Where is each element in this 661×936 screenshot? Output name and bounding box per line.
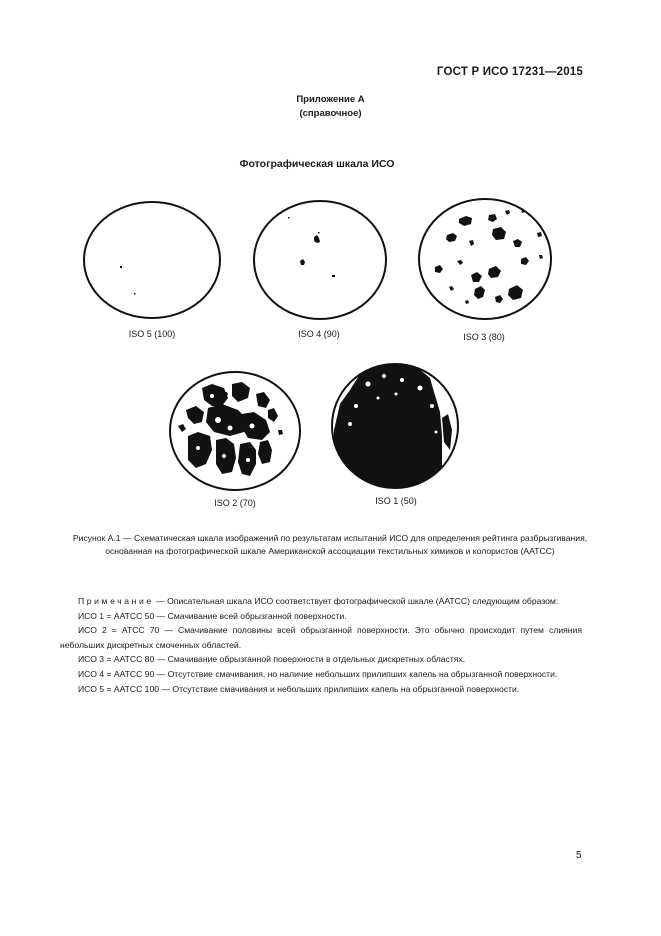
figure-title: Фотографическая шкала ИСО xyxy=(239,158,395,170)
iso5-circle-image xyxy=(82,200,222,320)
figure-caption: Рисунок А.1 — Схематическая шкала изображений по результатам испытаний ИСО для определения рейтинга разбрызгивания, основанная на фотографической шкале Американской ассоциации текстильных химиков и колористов (ААТСС) xyxy=(72,533,588,557)
iso4-label: ISO 4 (90) xyxy=(298,329,340,339)
iso2-circle-image xyxy=(168,370,302,492)
annex-type: (справочное) xyxy=(299,108,362,119)
note-line: ИСО 2 = АТСС 70 — Смачивание половины всей обрызганной поверхности. Это обычно происходит путем слияния небольших дискретных смоченных областей. xyxy=(60,625,582,650)
note-line: ИСО 1 = ААТСС 50 — Смачивание всей обрызганной поверхности. xyxy=(78,610,347,621)
standard-number: ГОСТ Р ИСО 17231—2015 xyxy=(436,66,583,78)
note-line: ИСО 3 = ААТСС 80 — Смачивание обрызганной поверхности в отдельных дискретных областях. xyxy=(78,654,466,665)
annex-title: Приложение А xyxy=(296,94,365,105)
note-intro xyxy=(60,594,582,609)
iso3-label: ISO 3 (80) xyxy=(463,332,505,342)
note-line: ИСО 4 = ААТСС 90 — Отсутствие смачивания, но наличие небольших прилипших капель на обрызганной поверхности. xyxy=(78,668,558,679)
iso1-label: ISO 1 (50) xyxy=(375,496,417,506)
iso5-label: ISO 5 (100) xyxy=(128,329,176,339)
note-line: ИСО 5 = ААТСС 100 — Отсутствие смачивания и небольших прилипших капель на обрызганной поверхности. xyxy=(78,683,520,694)
note-intro-text: — Описательная шкала ИСО соответствует фотографической шкале (ААТСС) следующим образом: xyxy=(153,596,559,606)
iso1-circle-image xyxy=(330,362,460,490)
page-number: 5 xyxy=(576,850,582,861)
iso3-circle-image xyxy=(417,197,553,321)
note-block xyxy=(60,594,582,696)
note-label: Примечание xyxy=(78,596,154,606)
iso2-label: ISO 2 (70) xyxy=(214,498,256,508)
iso4-circle-image xyxy=(252,199,388,321)
